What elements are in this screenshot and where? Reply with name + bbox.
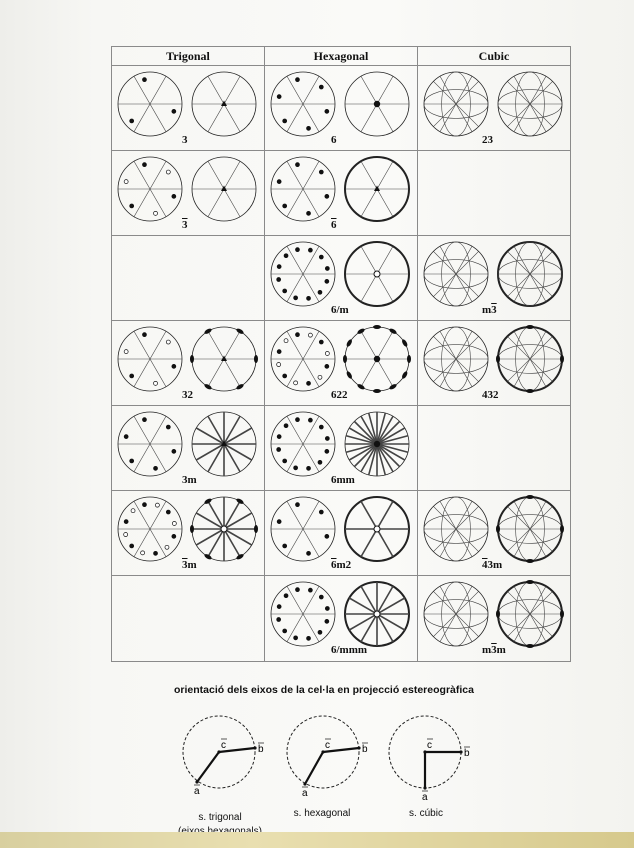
pole-dot bbox=[277, 95, 281, 99]
pole-dot bbox=[172, 449, 176, 453]
pole-dot bbox=[318, 630, 322, 634]
cell-cubic-row-7 bbox=[418, 576, 571, 662]
point-group-label-hexagonal-row-1: 6 bbox=[331, 134, 337, 146]
cell-hexagonal-row-5 bbox=[265, 406, 418, 491]
c-axis-label: c bbox=[427, 740, 432, 751]
general-form-stereogram bbox=[424, 497, 488, 561]
point-group-label-cubic-row-1: 23 bbox=[482, 134, 493, 146]
pole-dot bbox=[295, 78, 299, 82]
general-form-stereogram bbox=[118, 157, 182, 221]
general-form-stereogram bbox=[424, 72, 488, 136]
point-group-label-hexagonal-row-6: 6m2 bbox=[331, 559, 352, 571]
diad-symbol bbox=[204, 328, 213, 335]
symmetry-elements-stereogram bbox=[496, 580, 564, 648]
general-form-stereogram bbox=[118, 412, 182, 476]
pole-dot bbox=[142, 418, 146, 422]
general-form-stereogram bbox=[424, 582, 488, 646]
a-axis-label: a bbox=[422, 792, 428, 803]
diad-symbol bbox=[343, 355, 347, 363]
pole-dot bbox=[277, 435, 281, 439]
symmetry-elements-stereogram bbox=[343, 325, 411, 393]
diad-symbol bbox=[526, 559, 534, 563]
hexad-symbol bbox=[374, 441, 380, 447]
point-group-label-cubic-row-4: 432 bbox=[482, 389, 499, 401]
cell-trigonal-row-6 bbox=[112, 491, 265, 576]
pole-dot bbox=[308, 418, 312, 422]
pole-dot bbox=[295, 333, 299, 337]
pole-dot bbox=[325, 266, 329, 270]
pole-dot bbox=[165, 545, 169, 549]
pole-dot bbox=[308, 588, 312, 592]
pole-dot bbox=[307, 381, 311, 385]
cubic-axes-diagram bbox=[378, 712, 472, 808]
pole-dot bbox=[154, 211, 158, 215]
symmetry-elements-stereogram bbox=[192, 157, 256, 221]
pole-dot bbox=[166, 170, 170, 174]
stereogram-pair-hexagonal-row-1 bbox=[265, 66, 417, 150]
pole-dot bbox=[325, 194, 329, 198]
pole-dot bbox=[124, 180, 128, 184]
pole-dot bbox=[124, 350, 128, 354]
point-group-label-trigonal-row-2: 3 bbox=[182, 219, 188, 231]
diad-symbol bbox=[389, 328, 398, 335]
diad-symbol bbox=[254, 525, 258, 533]
point-group-label-cubic-row-6: 43m bbox=[482, 559, 503, 571]
pole-dot bbox=[166, 340, 170, 344]
pole-dot bbox=[295, 503, 299, 507]
pole-dot bbox=[307, 466, 311, 470]
symmetry-elements-stereogram bbox=[190, 497, 258, 561]
diad-symbol bbox=[526, 325, 534, 329]
diad-symbol bbox=[346, 339, 353, 348]
pole-dot bbox=[325, 619, 329, 623]
pole-dot bbox=[277, 363, 281, 367]
pole-dot bbox=[319, 170, 323, 174]
diad-symbol bbox=[236, 328, 245, 335]
diad-symbol bbox=[389, 383, 398, 390]
general-form-stereogram bbox=[424, 242, 488, 306]
diad-symbol bbox=[401, 371, 408, 380]
rotoinversion-symbol bbox=[374, 611, 380, 617]
diad-symbol bbox=[357, 328, 366, 335]
pole-dot bbox=[319, 255, 323, 259]
pole-dot bbox=[283, 119, 287, 123]
pole-dot bbox=[142, 78, 146, 82]
pole-dot bbox=[130, 544, 134, 548]
pole-dot bbox=[295, 163, 299, 167]
pole-dot bbox=[284, 339, 288, 343]
pole-dot bbox=[283, 374, 287, 378]
rotoinversion-symbol bbox=[374, 271, 380, 277]
cell-trigonal-row-1 bbox=[112, 66, 265, 151]
pole-dot bbox=[318, 375, 322, 379]
pole-dot bbox=[277, 618, 281, 622]
pole-dot bbox=[319, 340, 323, 344]
pole-dot bbox=[124, 533, 128, 537]
pole-dot bbox=[130, 204, 134, 208]
symmetry-elements-stereogram bbox=[345, 157, 409, 221]
pole-dot bbox=[319, 595, 323, 599]
pole-dot bbox=[307, 211, 311, 215]
pole-dot bbox=[318, 290, 322, 294]
diad-symbol bbox=[373, 389, 381, 393]
pole-dot bbox=[130, 459, 134, 463]
general-form-stereogram bbox=[271, 497, 335, 561]
pole-dot bbox=[308, 248, 312, 252]
pole-dot bbox=[124, 435, 128, 439]
cell-trigonal-row-7 bbox=[112, 576, 265, 662]
diad-symbol bbox=[357, 383, 366, 390]
cell-cubic-row-4 bbox=[418, 321, 571, 406]
diad-symbol bbox=[204, 383, 213, 390]
symmetry-elements-stereogram bbox=[192, 412, 256, 476]
cell-trigonal-row-3 bbox=[112, 236, 265, 321]
a-axis-label: a bbox=[194, 786, 200, 797]
pole-dot bbox=[277, 448, 281, 452]
pole-dot bbox=[325, 351, 329, 355]
header-trigonal: Trigonal bbox=[112, 47, 265, 66]
symmetry-elements-stereogram bbox=[190, 327, 258, 391]
pole-dot bbox=[130, 119, 134, 123]
pole-dot bbox=[283, 629, 287, 633]
diad-symbol bbox=[526, 495, 534, 499]
pole-dot bbox=[283, 459, 287, 463]
general-form-stereogram bbox=[271, 242, 335, 306]
symmetry-elements-stereogram bbox=[345, 242, 409, 306]
diad-symbol bbox=[560, 355, 564, 363]
pole-dot bbox=[308, 333, 312, 337]
point-group-table bbox=[111, 46, 571, 662]
pole-dot bbox=[142, 163, 146, 167]
pole-dot bbox=[284, 424, 288, 428]
pole-dot bbox=[154, 466, 158, 470]
pole-dot bbox=[283, 289, 287, 293]
hexad-symbol bbox=[374, 356, 380, 362]
pole-dot bbox=[294, 296, 298, 300]
point-group-label-cubic-row-3: m3 bbox=[482, 304, 497, 316]
pole-dot bbox=[166, 425, 170, 429]
triad-symbol bbox=[221, 356, 227, 362]
cell-cubic-row-3 bbox=[418, 236, 571, 321]
general-form-stereogram bbox=[118, 497, 182, 561]
pole-dot bbox=[284, 254, 288, 258]
pole-dot bbox=[294, 466, 298, 470]
general-form-stereogram bbox=[118, 327, 182, 391]
stereogram-pair-cubic-row-1 bbox=[418, 66, 570, 150]
pole-dot bbox=[172, 521, 176, 525]
a-axis bbox=[197, 752, 219, 782]
cell-trigonal-row-2 bbox=[112, 151, 265, 236]
diad-symbol bbox=[526, 389, 534, 393]
general-form-stereogram bbox=[271, 157, 335, 221]
general-form-stereogram bbox=[271, 412, 335, 476]
cell-trigonal-row-5 bbox=[112, 406, 265, 491]
diad-symbol bbox=[560, 525, 564, 533]
b-axis-label: b bbox=[258, 744, 264, 755]
symmetry-elements-stereogram bbox=[345, 412, 409, 476]
cell-hexagonal-row-2 bbox=[265, 151, 418, 236]
c-axis-label: c bbox=[221, 740, 226, 751]
diad-symbol bbox=[236, 383, 245, 390]
stereogram-pair-trigonal-row-2 bbox=[112, 151, 264, 235]
point-group-label-trigonal-row-1: 3 bbox=[182, 134, 188, 146]
pole-dot bbox=[307, 551, 311, 555]
general-form-stereogram bbox=[271, 327, 335, 391]
system-label-cubic: s. cúbic bbox=[409, 808, 443, 819]
pole-dot bbox=[130, 374, 134, 378]
pole-dot bbox=[277, 350, 281, 354]
a-axis bbox=[305, 752, 323, 784]
diad-symbol bbox=[190, 355, 194, 363]
pole-dot bbox=[307, 126, 311, 130]
pole-dot bbox=[172, 109, 176, 113]
triad-symbol bbox=[221, 101, 227, 107]
pole-dot bbox=[166, 510, 170, 514]
pole-dot bbox=[325, 436, 329, 440]
system-label-hexagonal: s. hexagonal bbox=[293, 808, 351, 819]
pole-dot bbox=[124, 520, 128, 524]
system-label-trigonal: s. trigonal bbox=[198, 812, 242, 823]
point-group-label-hexagonal-row-5: 6mm bbox=[331, 474, 355, 486]
diad-symbol bbox=[526, 644, 534, 648]
pole-dot bbox=[325, 279, 329, 283]
pole-dot bbox=[154, 551, 158, 555]
point-group-label-cubic-row-7: m3m bbox=[482, 644, 506, 656]
point-group-label-hexagonal-row-4: 622 bbox=[331, 389, 348, 401]
pole-dot bbox=[277, 278, 281, 282]
diad-symbol bbox=[496, 610, 500, 618]
point-group-label-trigonal-row-5: 3m bbox=[182, 474, 197, 486]
diad-symbol bbox=[407, 355, 411, 363]
pole-dot bbox=[141, 551, 145, 555]
general-form-stereogram bbox=[118, 72, 182, 136]
pole-dot bbox=[319, 425, 323, 429]
symmetry-elements-stereogram bbox=[192, 72, 256, 136]
pole-dot bbox=[172, 364, 176, 368]
pole-dot bbox=[283, 204, 287, 208]
header-hexagonal: Hexagonal bbox=[265, 47, 418, 66]
pole-dot bbox=[277, 180, 281, 184]
pole-dot bbox=[295, 248, 299, 252]
diad-symbol bbox=[373, 325, 381, 329]
rotoinversion-symbol bbox=[374, 526, 380, 532]
pole-dot bbox=[295, 418, 299, 422]
pole-dot bbox=[277, 265, 281, 269]
c-axis-label: c bbox=[325, 740, 330, 751]
pole-dot bbox=[325, 109, 329, 113]
diad-symbol bbox=[346, 371, 353, 380]
cell-cubic-row-2 bbox=[418, 151, 571, 236]
hexagonal-axes-diagram bbox=[276, 712, 370, 808]
cell-hexagonal-row-6 bbox=[265, 491, 418, 576]
page-edge-shadow bbox=[0, 832, 634, 848]
pole-dot bbox=[295, 588, 299, 592]
axes-caption: orientació dels eixos de la cel·la en projecció estereogràfica bbox=[174, 684, 474, 696]
point-group-label-hexagonal-row-2: 6 bbox=[331, 219, 337, 231]
stereogram-pair-trigonal-row-1 bbox=[112, 66, 264, 150]
diad-symbol bbox=[236, 498, 245, 505]
pole-dot bbox=[142, 333, 146, 337]
cell-hexagonal-row-3 bbox=[265, 236, 418, 321]
pole-dot bbox=[318, 460, 322, 464]
diad-symbol bbox=[190, 525, 194, 533]
diad-symbol bbox=[560, 610, 564, 618]
pole-dot bbox=[325, 534, 329, 538]
cell-cubic-row-5 bbox=[418, 406, 571, 491]
diad-symbol bbox=[526, 580, 534, 584]
cell-hexagonal-row-1 bbox=[265, 66, 418, 151]
pole-dot bbox=[319, 510, 323, 514]
cell-cubic-row-6 bbox=[418, 491, 571, 576]
symmetry-elements-stereogram bbox=[345, 497, 409, 561]
cell-hexagonal-row-7 bbox=[265, 576, 418, 662]
diad-symbol bbox=[254, 355, 258, 363]
trigonal-axes-diagram bbox=[172, 712, 266, 808]
symmetry-elements-stereogram bbox=[496, 325, 564, 393]
diad-symbol bbox=[496, 355, 500, 363]
pole-dot bbox=[325, 606, 329, 610]
pole-dot bbox=[172, 194, 176, 198]
pole-dot bbox=[131, 509, 135, 513]
pole-dot bbox=[307, 296, 311, 300]
point-group-label-trigonal-row-6: 3m bbox=[182, 559, 197, 571]
header-cubic: Cubic bbox=[418, 47, 571, 66]
triad-symbol bbox=[374, 186, 380, 192]
triad-symbol bbox=[221, 186, 227, 192]
pole-dot bbox=[142, 503, 146, 507]
pole-dot bbox=[325, 449, 329, 453]
symmetry-elements-stereogram bbox=[498, 72, 562, 136]
symmetry-elements-stereogram bbox=[498, 242, 562, 306]
cell-cubic-row-1 bbox=[418, 66, 571, 151]
diad-symbol bbox=[204, 498, 213, 505]
cell-trigonal-row-4 bbox=[112, 321, 265, 406]
symmetry-elements-stereogram bbox=[345, 72, 409, 136]
pole-dot bbox=[294, 381, 298, 385]
general-form-stereogram bbox=[271, 72, 335, 136]
general-form-stereogram bbox=[424, 327, 488, 391]
diad-symbol bbox=[204, 553, 213, 560]
symmetry-elements-stereogram bbox=[345, 582, 409, 646]
general-form-stereogram bbox=[271, 582, 335, 646]
pole-dot bbox=[277, 520, 281, 524]
pole-dot bbox=[154, 381, 158, 385]
hexad-symbol bbox=[374, 101, 380, 107]
point-group-label-trigonal-row-4: 32 bbox=[182, 389, 193, 401]
pole-dot bbox=[284, 594, 288, 598]
stereogram-pair-hexagonal-row-2 bbox=[265, 151, 417, 235]
b-axis-label: b bbox=[362, 744, 368, 755]
pole-dot bbox=[307, 636, 311, 640]
diad-symbol bbox=[236, 553, 245, 560]
diad-symbol bbox=[496, 525, 500, 533]
rotoinversion-symbol bbox=[221, 526, 227, 532]
diad-symbol bbox=[401, 339, 408, 348]
cell-hexagonal-row-4 bbox=[265, 321, 418, 406]
symmetry-elements-stereogram bbox=[496, 495, 564, 563]
pole-dot bbox=[283, 544, 287, 548]
pole-dot bbox=[294, 636, 298, 640]
b-axis-label: b bbox=[464, 748, 470, 759]
point-group-label-hexagonal-row-3: 6/m bbox=[331, 304, 349, 316]
pole-dot bbox=[325, 364, 329, 368]
pole-dot bbox=[277, 605, 281, 609]
a-axis-label: a bbox=[302, 788, 308, 799]
point-group-label-hexagonal-row-7: 6/mmm bbox=[331, 644, 368, 656]
pole-dot bbox=[319, 85, 323, 89]
pole-dot bbox=[172, 534, 176, 538]
pole-dot bbox=[155, 503, 159, 507]
